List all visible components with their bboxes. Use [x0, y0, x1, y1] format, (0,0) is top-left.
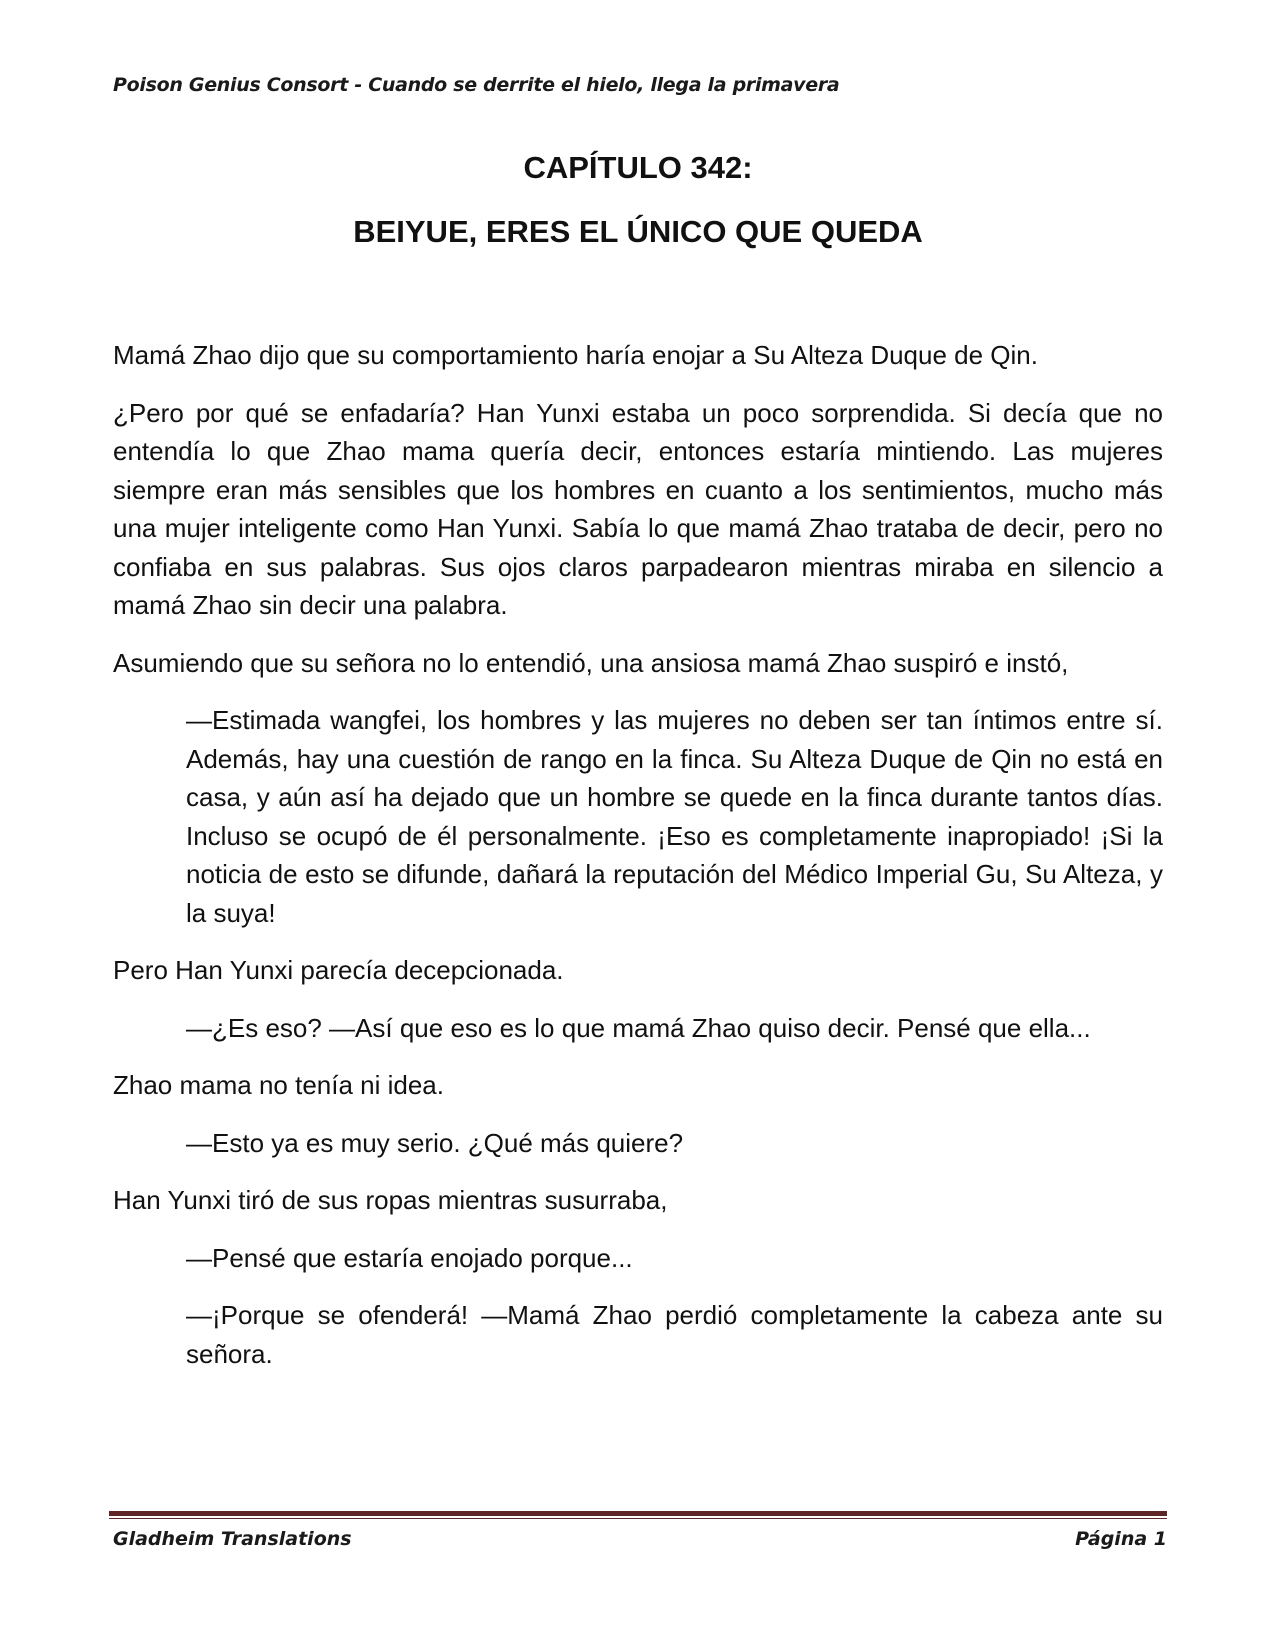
- dialogue-paragraph: —Esto ya es muy serio. ¿Qué más quiere?: [186, 1127, 684, 1158]
- paragraph: Mamá Zhao dijo que su comportamiento haría enojar a Su Alteza Duque de Qin.: [113, 340, 1038, 370]
- chapter-title: BEIYUE, ERES EL ÚNICO QUE QUEDA: [353, 214, 923, 249]
- footer-credit: Gladheim Translations: [113, 1528, 352, 1550]
- chapter-body: [113, 336, 1163, 1392]
- footer-divider-thick: [109, 1511, 1167, 1516]
- dialogue-paragraph: —Pensé que estaría enojado porque...: [186, 1242, 633, 1273]
- paragraph: Han Yunxi tiró de sus ropas mientras susurraba,: [113, 1185, 668, 1215]
- paragraph: Zhao mama no tenía ni idea.: [113, 1070, 444, 1100]
- paragraph: ¿Pero por qué se enfadaría? Han Yunxi estaba un poco sorprendida. Si decía que no entendía lo que Zhao mama quería decir, entonces estaría mintiendo. Las mujeres siempre eran más sensibles que los hombres en cuanto a los sentimientos, mucho más una mujer inteligente como Han Yunxi. Sabía lo que mamá Zhao trataba de decir, pero no confiaba en sus palabras. Sus ojos claros parpadearon mientras miraba en silencio a mamá Zhao sin decir una palabra.: [113, 397, 1163, 620]
- page-number: Página 1: [1075, 1528, 1167, 1550]
- paragraph: Asumiendo que su señora no lo entendió, una ansiosa mamá Zhao suspiró e instó,: [113, 647, 1069, 678]
- running-header: Poison Genius Consort - Cuando se derrite el hielo, llega la primavera: [113, 74, 840, 96]
- dialogue-paragraph: —¡Porque se ofenderá! —Mamá Zhao perdió completamente la cabeza ante su señora.: [186, 1300, 1163, 1369]
- footer-divider-thin: [109, 1518, 1167, 1519]
- paragraph: Pero Han Yunxi parecía decepcionada.: [113, 955, 564, 985]
- footer-divider: [109, 1511, 1167, 1521]
- dialogue-paragraph: —Estimada wangfei, los hombres y las mujeres no deben ser tan íntimos entre sí. Además, hay una cuestión de rango en la finca. Su Alteza Duque de Qin no está en casa, y aún así ha dejado que un hombre se quede en la finca durante tantos días. Incluso se ocupó de él personalmente. ¡Eso es completamente inapropiado! ¡Si la noticia de esto se difunde, dañará la reputación del Médico Imperial Gu, Su Alteza, y la suya!: [186, 705, 1163, 928]
- dialogue-paragraph: —¿Es eso? —Así que eso es lo que mamá Zhao quiso decir. Pensé que ella...: [186, 1012, 1091, 1043]
- chapter-number: CAPÍTULO 342:: [523, 150, 753, 185]
